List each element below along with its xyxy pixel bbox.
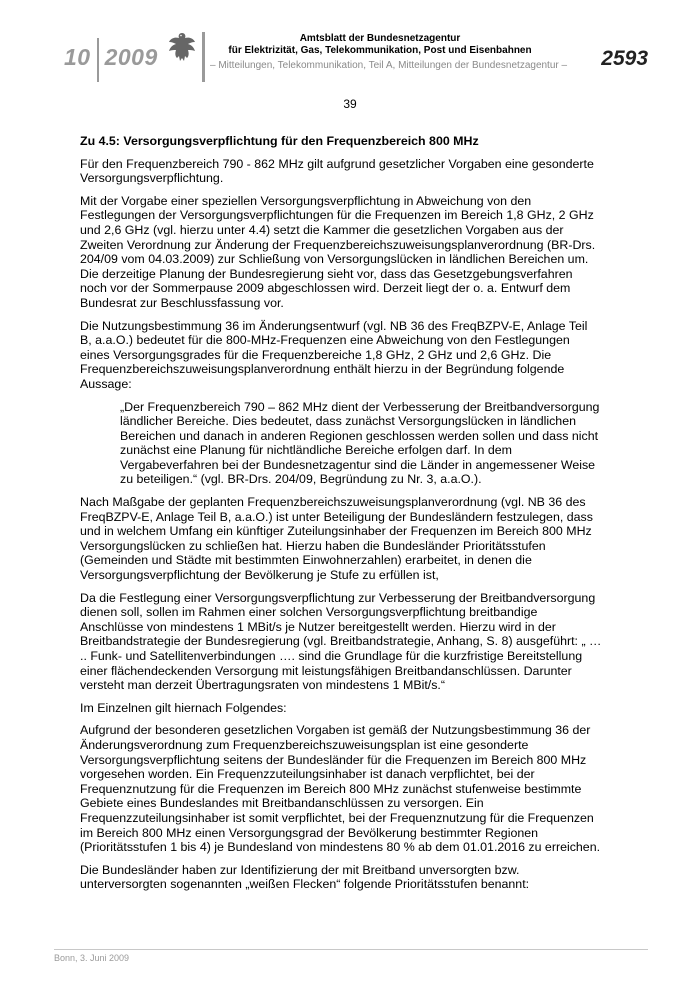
issue-label — [64, 44, 158, 71]
agency-title: Amtsblatt der Bundesnetzagentur — [299, 33, 461, 44]
footer-divider — [54, 949, 648, 950]
document-body — [80, 134, 602, 900]
paragraph: Im Einzelnen gilt hiernach Folgendes: — [80, 700, 287, 715]
issue-number: 10 — [64, 44, 91, 70]
paragraph: Aufgrund der besonderen gesetzlichen Vorgaben ist gemäß der Nutzungsbestimmung 36 der Änderungsverordnung zum Frequenzbereichszuweisungsplan ist eine gesonderte Versorgungsverpflichtung seitens der Bundesländer für die Frequenzen im Bereich 800 MHz vorgesehen worden. Ein Frequenzzuteilungsinhaber ist danach verpflichtet, bei der Frequenznutzung für die Frequenzen im Bereich 800 MHz zunächst stufenweise bestimmte Gebiete eines Bundeslandes mit Breitbandanschlüssen zu versorgen. Ein Frequenzzuteilungsinhaber ist somit verpflichtet, bei der Frequenznutzung für die Frequenzen im Bereich 800 MHz einen Versorgungsgrad der Bevölkerung bestimmter Regionen (Prioritätsstufen 1 bis 4) je Bundesland von mindestens 80 % ab dem 01.01.2016 zu erreichen. — [80, 723, 601, 855]
paragraph: Die Bundesländer haben zur Identifizierung der mit Breitband unversorgten bzw. unterversorgten sogenannten „weißen Flecken“ folgende Prioritätsstufen benannt: — [80, 862, 530, 892]
block-quote: „Der Frequenzbereich 790 – 862 MHz dient der Verbesserung der Breitbandversorgung ländlicher Bereiche. Dies bedeutet, dass zunächst Versorgungslücken in ländlichen Bereichen und danach in anderen Regionen geschlossen werden sollen und dass nicht zunächst eine Planung für nichtländliche Bereiche erfolgen darf. In dem Vergabeverfahren bei der Bundesnetzagentur sind die Länder in angemessener Weise zu beteiligen.“ (vgl. BR-Drs. 204/09, Begründung zu Nr. 3, a.a.O.). — [120, 399, 600, 487]
page-number: 2593 — [601, 47, 648, 70]
section-line: – Mitteilungen, Telekommunikation, Teil A, Mitteilungen der Bundesnetzagentur – — [210, 60, 568, 71]
issue-year: 2009 — [104, 44, 158, 70]
paragraph: Für den Frequenzbereich 790 - 862 MHz gilt aufgrund gesetzlicher Vorgaben eine gesonderte Versorgungsverpflichtung. — [80, 156, 594, 186]
section-heading: Zu 4.5: Versorgungsverpflichtung für den Frequenzbereich 800 MHz — [80, 134, 479, 148]
paragraph: Mit der Vorgabe einer speziellen Versorgungsverpflichtung in Abweichung von den Festlegungen der Versorgungsverpflichtungen für die Frequenzen im Bereich 1,8 GHz, 2 GHz und 2,6 GHz (vgl. hierzu unter 4.4) setzt die Kammer die gesetzlichen Vorgaben aus der Zweiten Verordnung zur Änderung der Frequenzbereichszuweisungsplanverordnung (BR-Drs. 204/09 vom 04.03.2009) zur Schließung von Versorgungslücken in ländlichen Bereichen um. Die derzeitige Planung der Bundesregierung sieht vor, dass das Gesetzgebungsverfahren noch vor der Sommerpause 2009 abgeschlossen wird. Derzeit liegt der o. a. Entwurf dem Bundesrat zur Beschlussfassung vor. — [80, 193, 596, 310]
federal-eagle-icon — [167, 30, 197, 64]
header-divider — [202, 32, 205, 82]
paragraph: Da die Festlegung einer Versorgungsverpflichtung zur Verbesserung der Breitbandversorgung dienen soll, sollen im Rahmen einer solchen Versorgungsverpflichtung breitbandige Anschlüsse von mindestens 1 MBit/s je Nutzer bereitgestellt werden. Hierzu wird in der Breitbandstrategie der Bundesregierung (vgl. Breitbandstrategie, Anhang, S. 8) ausgeführt: „ … .. Funk- und Satellitenverbindungen …. sind die Grundlage für die kurzfristige Bereitstellung einer flächendeckenden Versorgung mit leistungsfähigen Breitbandanschlüssen. Darunter versteht man derzeit Übertragungsraten von mindestens 1 MBit/s.“ — [80, 590, 602, 693]
paragraph: Die Nutzungsbestimmung 36 im Änderungsentwurf (vgl. NB 36 des FreqBZPV-E, Anlage Teil B, a.a.O.) bedeutet für die 800-MHz-Frequenzen eine Abweichung von den Festlegungen eines Versorgungsgrades für die Frequenzbereiche 1,8 GHz, 2 GHz und 2,6 GHz. Die Frequenzbereichszuweisungsplanverordnung enthält hierzu in der Begründung folgende Aussage: — [80, 318, 588, 391]
paragraph: Nach Maßgabe der geplanten Frequenzbereichszuweisungsplanverordnung (vgl. NB 36 des FreqBZPV-E, Anlage Teil B, a.a.O.) ist unter Beteiligung der Bundesländern festzulegen, dass und in welchem Umfang ein künftiger Zuteilungsinhaber der Frequenzen im Bereich 800 MHz Versorgungslücken zu schließen hat. Hierzu haben die Bundesländer Prioritätsstufen (Gemeinden und Städte mit bestimmten Einwohnerzahlen) erarbeitet, in denen die Versorgungsverpflichtung der Bevölkerung je Stufe zu erfüllen ist, — [80, 495, 593, 583]
footer-date: Bonn, 3. Juni 2009 — [54, 953, 130, 963]
agency-subtitle: für Elektrizität, Gas, Telekommunikation, Post und Eisenbahnen — [228, 45, 532, 56]
issue-separator — [97, 38, 99, 82]
local-page-number: 39 — [343, 97, 357, 111]
